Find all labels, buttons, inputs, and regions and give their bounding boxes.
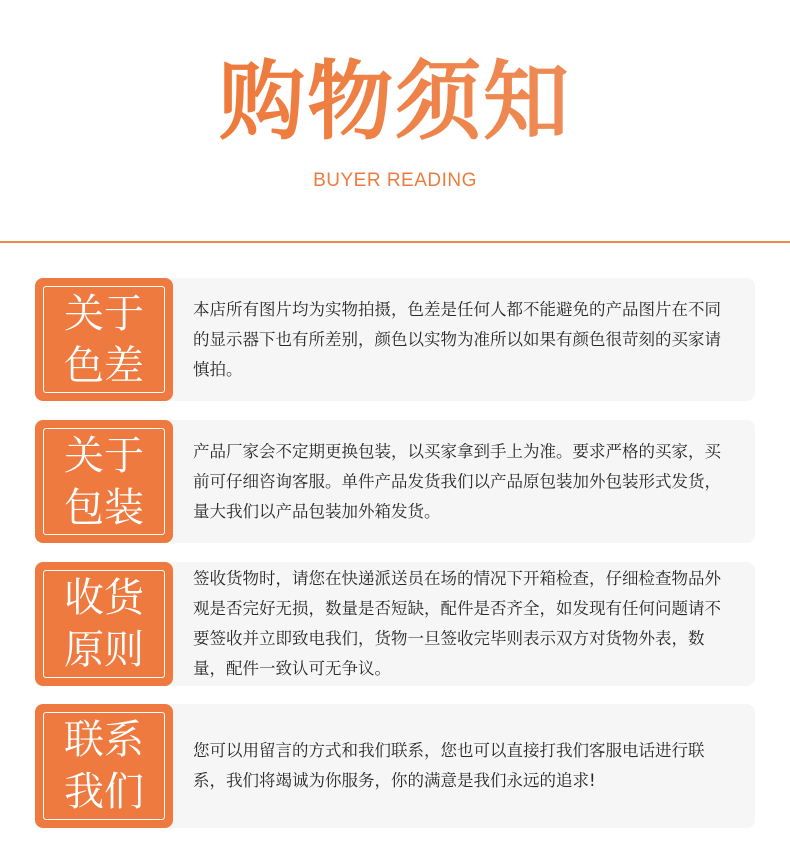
section-badge (35, 704, 173, 828)
section-badge (35, 420, 173, 543)
badge-line1: 收货 (64, 575, 144, 621)
section-contact (35, 704, 755, 828)
section-text: 您可以用留言的方式和我们联系，您也可以直接打我们客服电话进行联系，我们将竭诚为你服务，你的满意是我们永远的追求! (193, 741, 705, 790)
badge-line1: 关于 (64, 432, 144, 479)
badge-line2: 我们 (64, 769, 144, 815)
page-title: 购物须知 (0, 52, 790, 152)
section-packaging (35, 420, 755, 543)
badge-line2: 原则 (64, 627, 144, 673)
badge-line1: 联系 (64, 717, 144, 763)
badge-line2: 包装 (64, 484, 144, 531)
section-receiving (35, 562, 755, 686)
badge-line2: 色差 (64, 342, 144, 389)
section-badge (35, 562, 173, 686)
header-divider (0, 241, 790, 243)
section-color-difference (35, 278, 755, 401)
section-text: 产品厂家会不定期更换包装，以买家拿到手上为准。要求严格的买家，买前可仔细咨询客服。单件产品发货我们以产品原包装加外包装形式发货，量大我们以产品包装加外箱发货。 (193, 441, 721, 521)
page-subtitle: BUYER READING (313, 170, 477, 191)
badge-line1: 关于 (64, 290, 144, 337)
section-text: 本店所有图片均为实物拍摄，色差是任何人都不能避免的产品图片在不同的显示器下也有所差别，颜色以实物为准所以如果有颜色很苛刻的买家请慎拍。 (193, 299, 721, 379)
section-badge (35, 278, 173, 401)
section-text: 签收货物时，请您在快递派送员在场的情况下开箱检查，仔细检查物品外观是否完好无损，数量是否短缺，配件是否齐全，如发现有任何问题请不要签收并立即致电我们，货物一旦签收完毕则表示双方对货物外表，数量，配件一致认可无争议。 (193, 569, 721, 678)
